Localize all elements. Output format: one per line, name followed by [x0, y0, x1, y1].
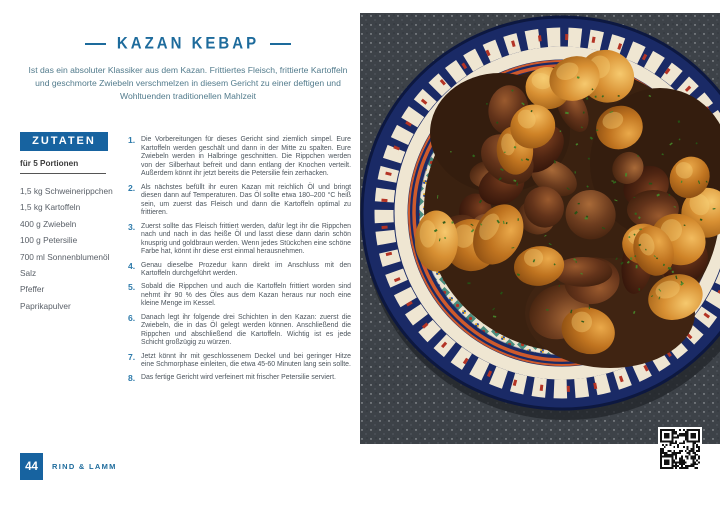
ingredient-item: 1,5 kg Kartoffeln: [20, 202, 81, 213]
recipe-step: [128, 283, 351, 309]
ingredient-item: 700 ml Sonnenblumenöl: [20, 251, 110, 262]
step-text: Zuerst sollte das Fleisch frittiert werden, dafür legt ihr die Rippchen nach und nach in das heiße Öl und lasst diese dann darin schön knusprig und goldbraun werden. Wenn jedes Stückchen eine schöne Farbe hat, könnt ihr diese erst einmal herausnehmen.: [141, 222, 351, 256]
recipe-step: [128, 184, 351, 218]
ingredient-item: 100 g Petersilie: [20, 235, 78, 246]
qr-code: [658, 427, 702, 471]
step-number: 6.: [128, 312, 136, 323]
recipe-step: [128, 314, 351, 348]
step-text: Die Vorbereitungen für dieses Gericht sind ziemlich simpel. Eure Kartoffeln werden geschält und dann in der Mitte zu spalten. Eure Zwiebeln werden in Halbringe geschnitten. Die Rippchen werden von der Silberhaut befreit und dann entlang der Knochen verteilt. Außerdem könnt ihr jetzt bereits die Petersilie fein zerhacken.: [141, 136, 351, 178]
ingredient-item: 400 g Zwiebeln: [20, 218, 77, 229]
page-title: KAZAN KEBAP: [116, 33, 260, 54]
ingredients-heading: ZUTATEN: [20, 132, 108, 151]
ingredient-item: Pfeffer: [20, 284, 45, 295]
step-number: 2.: [128, 182, 136, 193]
title-dash-left: [85, 43, 106, 45]
step-number: 8.: [128, 373, 136, 384]
dish-photo: [360, 13, 720, 444]
dish-photo-svg: [360, 13, 720, 444]
step-number: 4.: [128, 260, 136, 271]
step-text: Das fertige Gericht wird verfeinert mit frischer Petersilie serviert.: [141, 374, 336, 382]
step-number: 3.: [128, 221, 136, 232]
step-number: 5.: [128, 282, 136, 293]
title-dash-right: [270, 43, 291, 45]
servings-label: für 5 Portionen: [20, 159, 106, 174]
step-text: Sobald die Rippchen und auch die Kartoffeln frittiert worden sind nehmt ihr 90 % des Öles aus dem Kazan heraus nur noch eine kleine Menge im Kessel.: [141, 283, 351, 308]
ingredients-panel: [20, 132, 124, 314]
chapter-label: RIND & LAMM: [52, 462, 117, 471]
page-number: 44: [20, 453, 43, 480]
recipe-step: [128, 262, 351, 279]
step-text: Danach legt ihr folgende drei Schichten in den Kazan: zuerst die Zwiebeln, die in das Öl gelegt werden können. Anschließend die Rippchen und abschließend die Kartoffeln. Wichtig ist es jede Schicht großzügig zu würzen.: [141, 313, 351, 347]
ingredient-item: Salz: [20, 268, 37, 279]
recipe-step: [128, 374, 351, 383]
recipe-step: [128, 223, 351, 257]
ingredients-list: [20, 183, 124, 314]
page-footer: [20, 453, 117, 480]
recipe-intro: Ist das ein absoluter Klassiker aus dem Kazan. Frittiertes Fleisch, frittierte Kartoffeln und geschmorte Zwiebeln verschmelzen in diesem Gericht zu einer deftigen und Wohltuenden traditionellen Mahlzeit: [28, 65, 348, 101]
step-text: Genau dieselbe Prozedur kann direkt im Anschluss mit den Kartoffeln durchgeführt werden.: [141, 261, 351, 278]
step-text: Als nächstes befüllt ihr euren Kazan mit reichlich Öl und bringt diesen dann auf Temperaturen. Das Öl sollte etwa 180–200 °C heiß sein, um zuerst das Fleisch und dann die Kartoffeln optimal zu frittieren.: [141, 183, 351, 217]
step-number: 1.: [128, 135, 136, 145]
step-number: 7.: [128, 351, 136, 362]
recipe-title-row: [28, 35, 348, 52]
step-text: Jetzt könnt ihr mit geschlossenem Deckel und bei geringer Hitze eine Schmorphase einleiten, die etwa 45-60 Minuten lang sein sollte.: [141, 352, 351, 369]
steps-list: [128, 136, 351, 388]
recipe-step: [128, 136, 351, 179]
recipe-step: [128, 353, 351, 370]
ingredient-item: 1,5 kg Schweinerippchen: [20, 186, 113, 196]
ingredient-item: Paprikapulver: [20, 300, 71, 311]
